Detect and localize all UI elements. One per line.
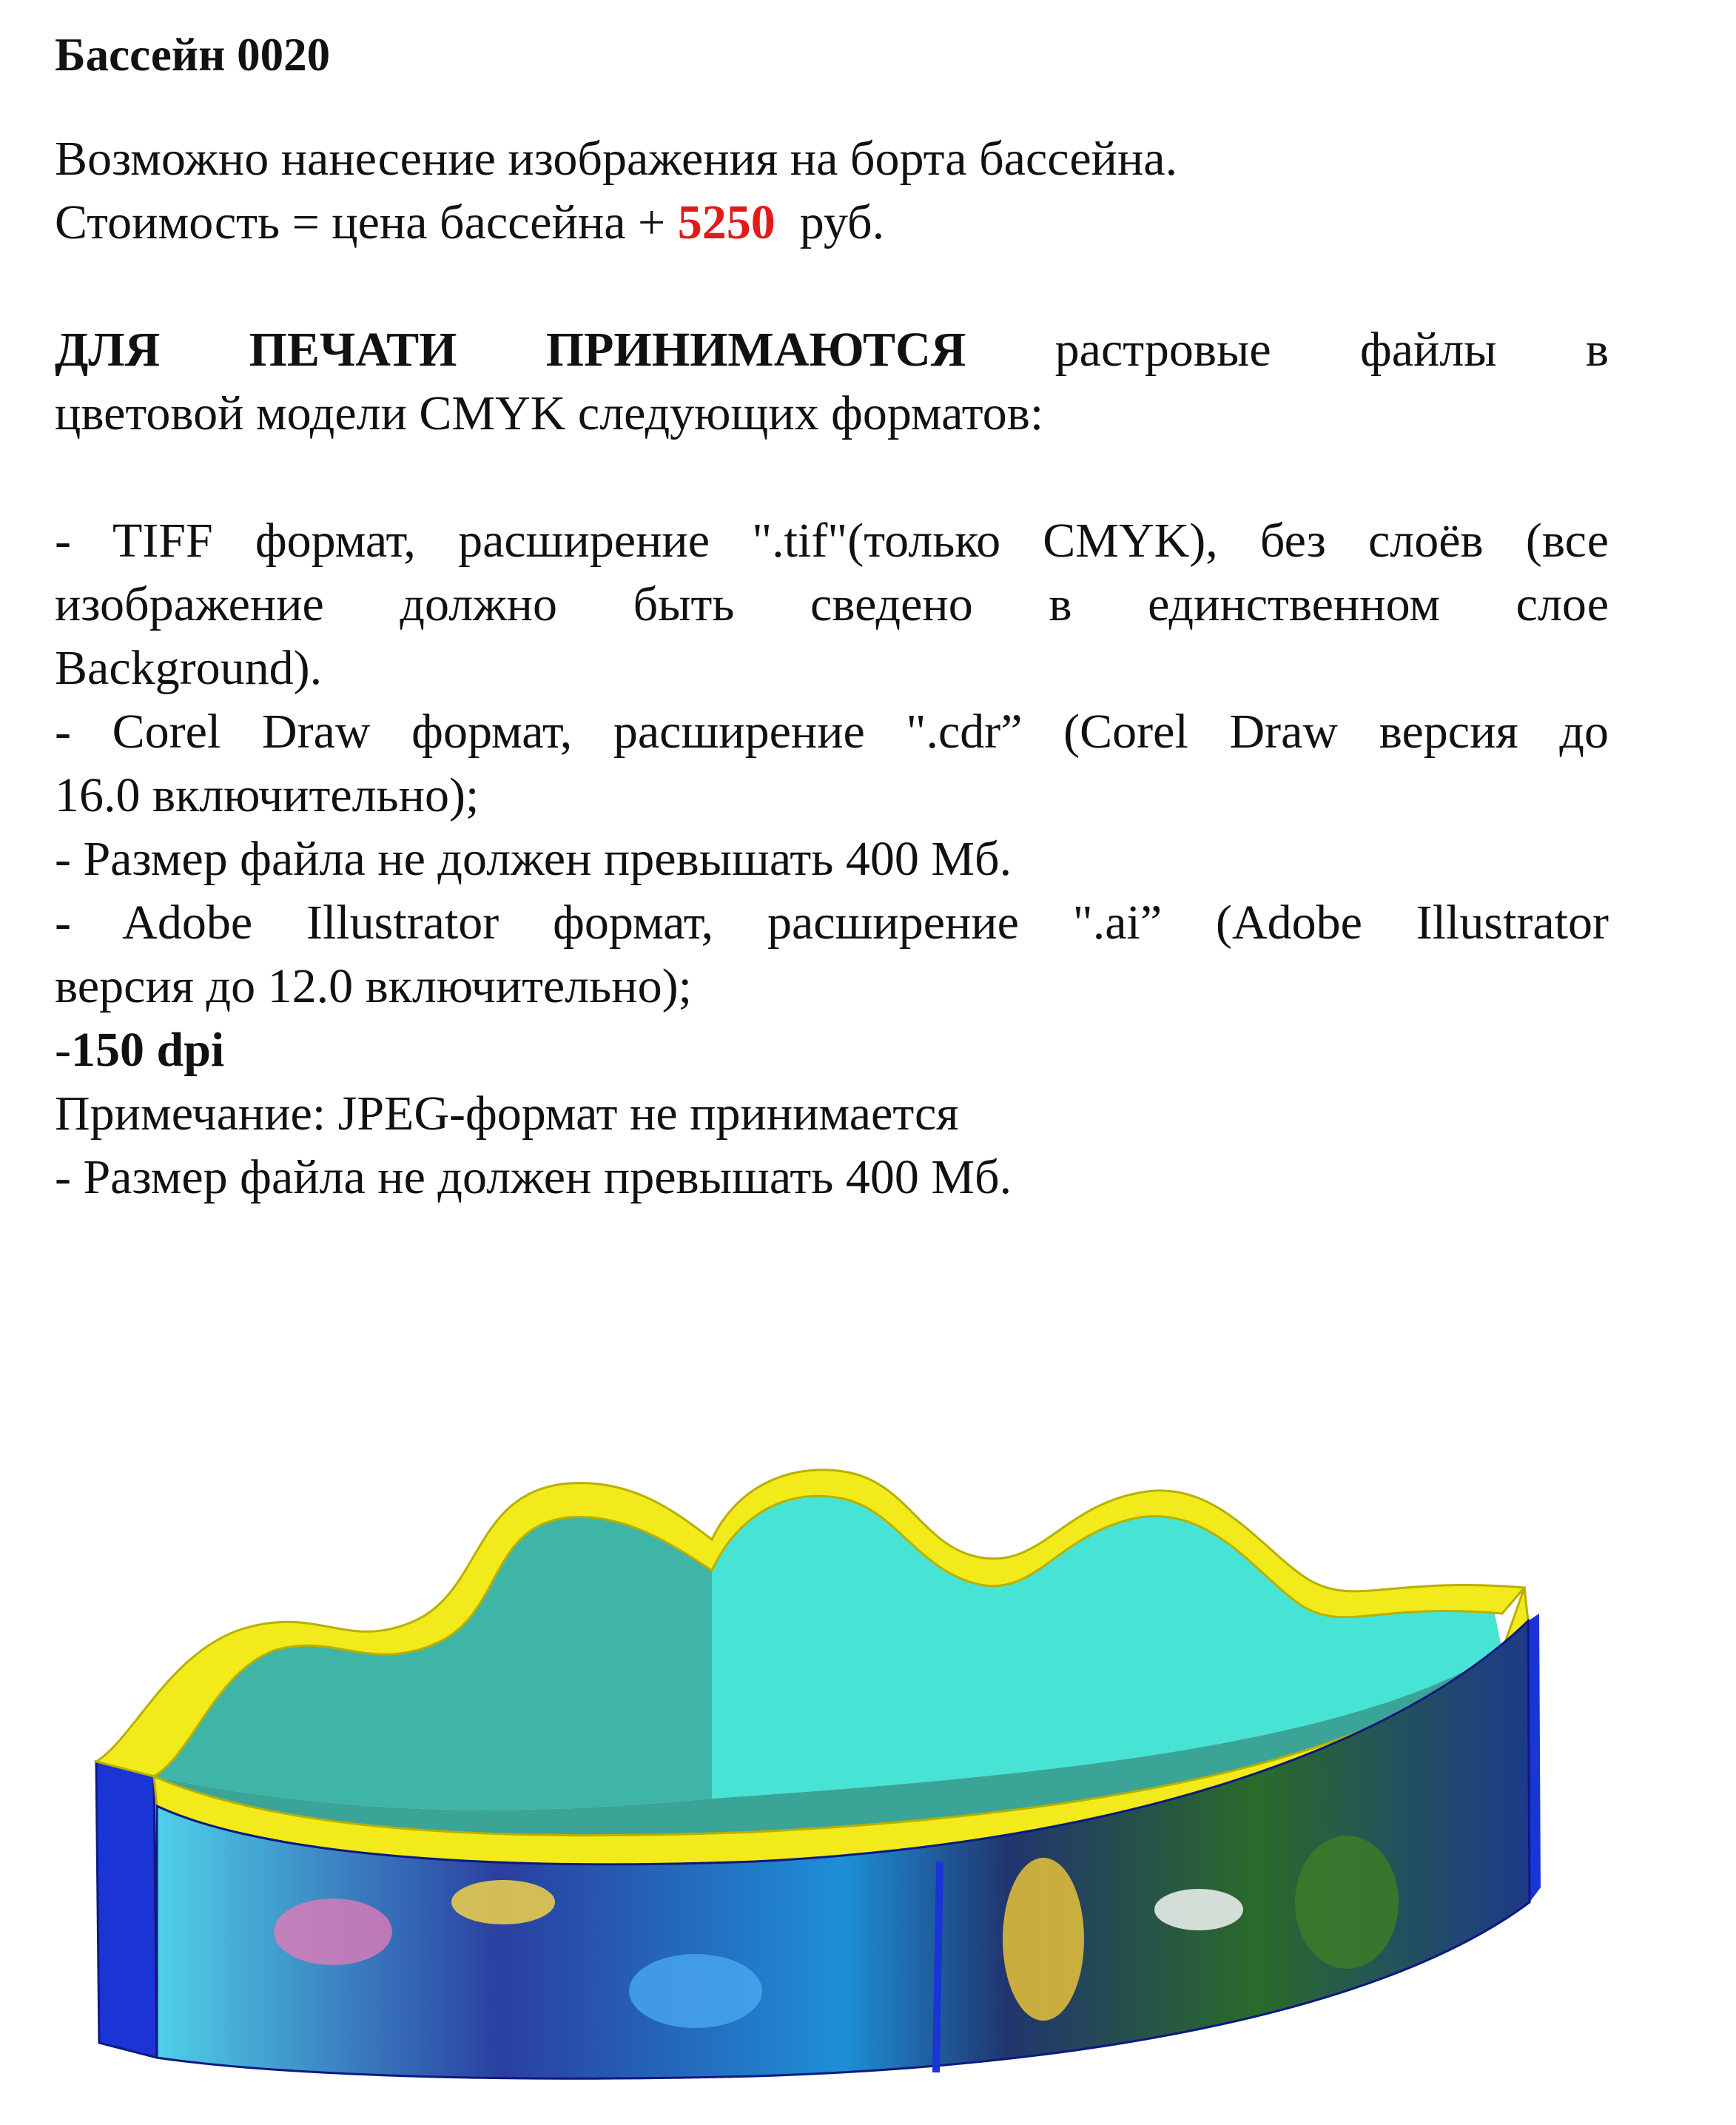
size-line-1: - Размер файла не должен превышать 400 Мб. — [55, 832, 1012, 886]
pool-illustration — [89, 1429, 1598, 2095]
fish-shape — [451, 1880, 555, 1924]
note-line: Примечание: JPEG-формат не принимается — [55, 1087, 959, 1141]
cost-suffix: руб. — [799, 195, 885, 249]
coral-shape — [1295, 1836, 1399, 1969]
coral-shape — [1003, 1858, 1084, 2021]
document-title: Бассейн 0020 — [55, 29, 331, 81]
dpi-line — [55, 1018, 224, 1082]
coral-shape — [274, 1899, 392, 1965]
cost-line — [55, 191, 884, 255]
intro-line: Возможно нанесение изображения на борта бассейна. — [55, 132, 1178, 186]
tiff-line-2: изображение должно быть сведено в единственном слое — [55, 577, 1609, 631]
dpi-prefix: - — [55, 1023, 71, 1077]
pool-left-end-panel — [96, 1762, 157, 2058]
print-heading-line1 — [55, 318, 1609, 382]
pool-panel-seam — [936, 1862, 940, 2072]
ai-line-2: версия до 12.0 включительно); — [55, 959, 692, 1013]
corel-line-1: - Corel Draw формат, расширение ".cdr” (Corel Draw версия до — [55, 705, 1609, 759]
corel-line-2: 16.0 включительно); — [55, 768, 480, 822]
print-heading-bold: ДЛЯ ПЕЧАТИ ПРИНИМАЮТСЯ — [55, 323, 966, 377]
cost-value: 5250 — [677, 195, 776, 249]
coral-shape — [629, 1954, 762, 2028]
cost-prefix: Стоимость = цена бассейна + — [55, 195, 666, 249]
print-heading-line2: цветовой модели CMYK следующих форматов: — [55, 386, 1044, 440]
size-line-2: - Размер файла не должен превышать 400 Мб. — [55, 1150, 1012, 1204]
tiff-line-3: Background). — [55, 641, 323, 695]
ai-line-1: - Adobe Illustrator формат, расширение ".ai” (Adobe Illustrator — [55, 896, 1609, 950]
dpi-value: 150 dpi — [70, 1023, 225, 1077]
tiff-line-1: - TIFF формат, расширение ".tif"(только CMYK), без слоёв (все — [55, 514, 1609, 568]
fish-shape — [1154, 1889, 1243, 1930]
print-heading-rest: растровые файлы в — [1054, 323, 1609, 377]
